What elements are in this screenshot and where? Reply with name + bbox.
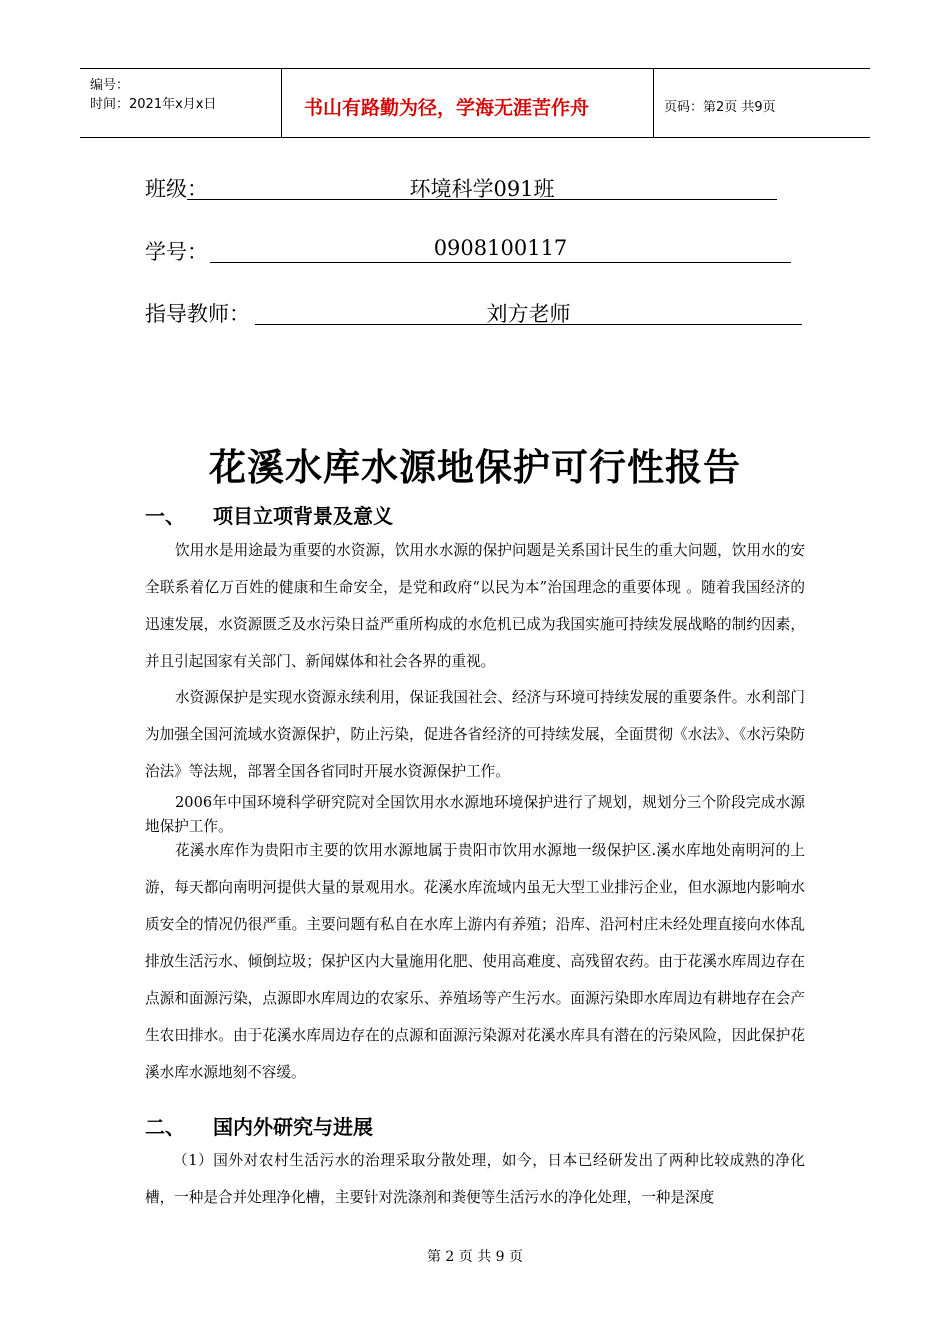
- student-id-label: 学号：: [145, 240, 208, 264]
- section-number: 二、: [145, 1115, 185, 1139]
- section-heading: [145, 1111, 373, 1140]
- section-title: 项目立项背景及意义: [213, 504, 393, 528]
- page-header: [80, 68, 870, 138]
- class-label: 班级：: [145, 177, 208, 201]
- advisor-value: 刘方老师: [255, 298, 802, 325]
- class-value: 环境科学091班: [187, 173, 777, 200]
- header-left-cell: [80, 69, 282, 137]
- report-title: 花溪水库水源地保护可行性报告: [209, 446, 741, 489]
- paragraph: 花溪水库作为贵阳市主要的饮用水源地属于贵阳市饮用水源地一级保护区.溪水库地处南明河的上游，每天都向南明河提供大量的景观用水。花溪水库流域内虽无大型工业排污企业，但水源地内影响水质安全的情况仍很严重。主要问题有私自在水库上游内有养殖；沿库、沿河村庄未经处理直接向水体乱排放生活污水、倾倒垃圾；保护区内大量施用化肥、使用高难度、高残留农药。由于花溪水库周边存在点源和面源污染，点源即水库周边的农家乐、养殖场等产生污水。面源污染即水库周边有耕地存在会产生农田排水。由于花溪水库周边存在的点源和面源污染源对花溪水库具有潜在的污染风险，因此保护花溪水库水源地刻不容缓。: [145, 842, 805, 1081]
- paragraph: 饮用水是用途最为重要的水资源，饮用水水源的保护问题是关系国计民生的重大问题，饮用水的安全联系着亿万百姓的健康和生命安全，是党和政府“以民为本”治国理念的重要体现 。随着我国经济的迅速发展，水资源匮乏及水污染日益严重所构成的水危机已成为我国实施可持续发展战略的制约因素，并且引起国家有关部门、新闻媒体和社会各界的重视。: [145, 542, 805, 670]
- class-field: [145, 173, 785, 207]
- time-label: 时间：2021年x月x日: [90, 97, 217, 112]
- paragraph: 水资源保护是实现水资源永续利用，保证我国社会、经济与环境可持续发展的重要条件。水利部门为加强全国河流域水资源保护，防止污染，促进各省经济的可持续发展，全面贯彻《水法》、《水污染防治法》等法规，部署全国各省同时开展水资源保护工作。: [145, 689, 805, 780]
- page-number-label: 页码：第2页 共9页: [664, 100, 776, 115]
- advisor-label: 指导教师：: [145, 302, 250, 326]
- paragraph: （1）国外对农村生活污水的治理采取分散处理，如今，日本已经研发出了两种比较成熟的净化槽，一种是合并处理净化槽，主要针对洗涤剂和粪便等生活污水的净化处理，一种是深度: [145, 1152, 805, 1206]
- header-page-cell: [654, 69, 870, 137]
- student-id-field: [145, 236, 795, 270]
- code-label: 编号：: [90, 78, 130, 93]
- paragraph: 2006年中国环境科学研究院对全国饮用水水源地环境保护进行了规划，规划分三个阶段完成水源地保护工作。: [145, 794, 805, 835]
- section-heading: [145, 500, 393, 529]
- student-id-value: 0908100117: [210, 236, 791, 263]
- section-title: 国内外研究与进展: [213, 1115, 373, 1139]
- page-footer: 第 2 页 共 9 页: [426, 1249, 524, 1265]
- section-number: 一、: [145, 504, 185, 528]
- advisor-field: [145, 298, 805, 332]
- header-motto-cell: [282, 69, 654, 137]
- motto: 书山有路勤为径，学海无涯苦作舟: [304, 97, 590, 119]
